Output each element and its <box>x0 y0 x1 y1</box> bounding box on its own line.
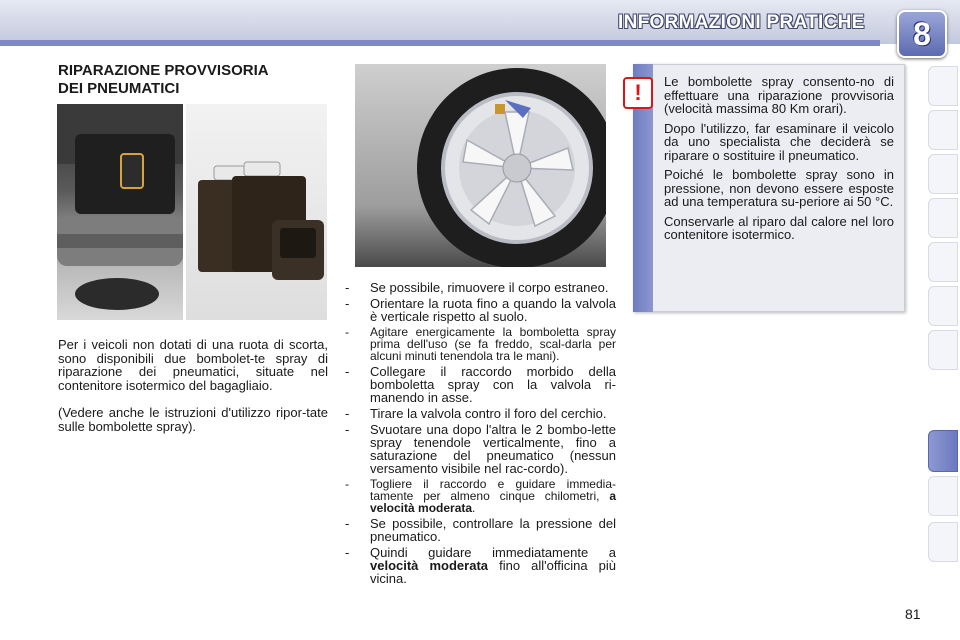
trunk-photo <box>57 104 183 320</box>
chapter-tab[interactable] <box>928 476 958 516</box>
warning-paragraph: Le bombolette spray consento-no di effettuare una riparazione provvisoria (velocità massima 80 Km orari). <box>664 74 894 116</box>
chapter-tab-active[interactable] <box>928 430 958 472</box>
list-item: - Togliere il raccordo e guidare immedia-tamente per almeno cinque chilometri, a velocità moderata. <box>345 477 616 515</box>
section-title-line2: DEI PNEUMATICI <box>58 80 180 97</box>
list-item: - Quindi guidare immediatamente a velocità moderata fino all'officina più vicina. <box>345 545 616 586</box>
chapter-tab[interactable] <box>928 242 958 282</box>
list-item: - Collegare il raccordo morbido della bomboletta spray con la valvola ri-manendo in asse. <box>345 364 616 405</box>
list-item: - Orientare la ruota fino a quando la valvola è verticale rispetto al suolo. <box>345 296 616 324</box>
chapter-tab[interactable] <box>928 66 958 106</box>
warning-paragraph: Conservarle al riparo dal calore nel loro contenitore isotermico. <box>664 213 894 242</box>
list-item: - Se possibile, controllare la pressione del pneumatico. <box>345 516 616 544</box>
warning-paragraph: Poiché le bombolette spray sono in pressione, non devono essere esposte ad una temperatura su-periore ai 50 °C. <box>664 167 894 209</box>
header-stripe <box>0 40 880 46</box>
list-item: - Tirare la valvola contro il foro del cerchio. <box>345 406 607 421</box>
chapter-tab[interactable] <box>928 110 958 150</box>
section-title <box>58 62 338 98</box>
usage-note: (Vedere anche le istruzioni d'utilizzo ripor-tate sulle bombolette spray). <box>58 405 328 434</box>
chapter-badge: 8 <box>897 10 947 58</box>
chapter-tab[interactable] <box>928 330 958 370</box>
spray-kit-photo <box>186 104 327 320</box>
section-title-line1: RIPARAZIONE PROVVISORIA <box>58 62 269 79</box>
repair-steps <box>343 281 616 588</box>
page-number: 81 <box>905 606 921 622</box>
warning-text <box>664 75 894 248</box>
list-item: - Se possibile, rimuovere il corpo estraneo. <box>345 280 609 295</box>
chapter-tab[interactable] <box>928 154 958 194</box>
chapter-title: INFORMAZIONI PRATICHE <box>618 12 865 33</box>
chapter-tab[interactable] <box>928 198 958 238</box>
wheel-photo <box>355 64 606 267</box>
intro-paragraph: Per i veicoli non dotati di una ruota di scorta, sono disponibili due bombolet-te spray di riparazione dei pneumatici, situate nel contenitore isotermico del bagagliaio. <box>58 337 328 393</box>
chapter-tab[interactable] <box>928 286 958 326</box>
warning-paragraph: Dopo l'utilizzo, far esaminare il veicolo da uno specialista che deciderà se riparare o sostituire il pneumatico. <box>664 120 894 163</box>
list-item: - Agitare energicamente la bomboletta spray prima dell'uso (se fa freddo, scal-darla per alcuni minuti tenendola tra le mani). <box>345 325 616 363</box>
chapter-tab[interactable] <box>928 522 958 562</box>
list-item: - Svuotare una dopo l'altra le 2 bombo-lette spray tenendole verticalmente, fino a saturazione del pneumatico (nessun versamento visibile nel rac-cordo). <box>345 422 616 476</box>
warning-icon: ! <box>623 77 653 109</box>
chapter-tabs <box>928 66 960 576</box>
